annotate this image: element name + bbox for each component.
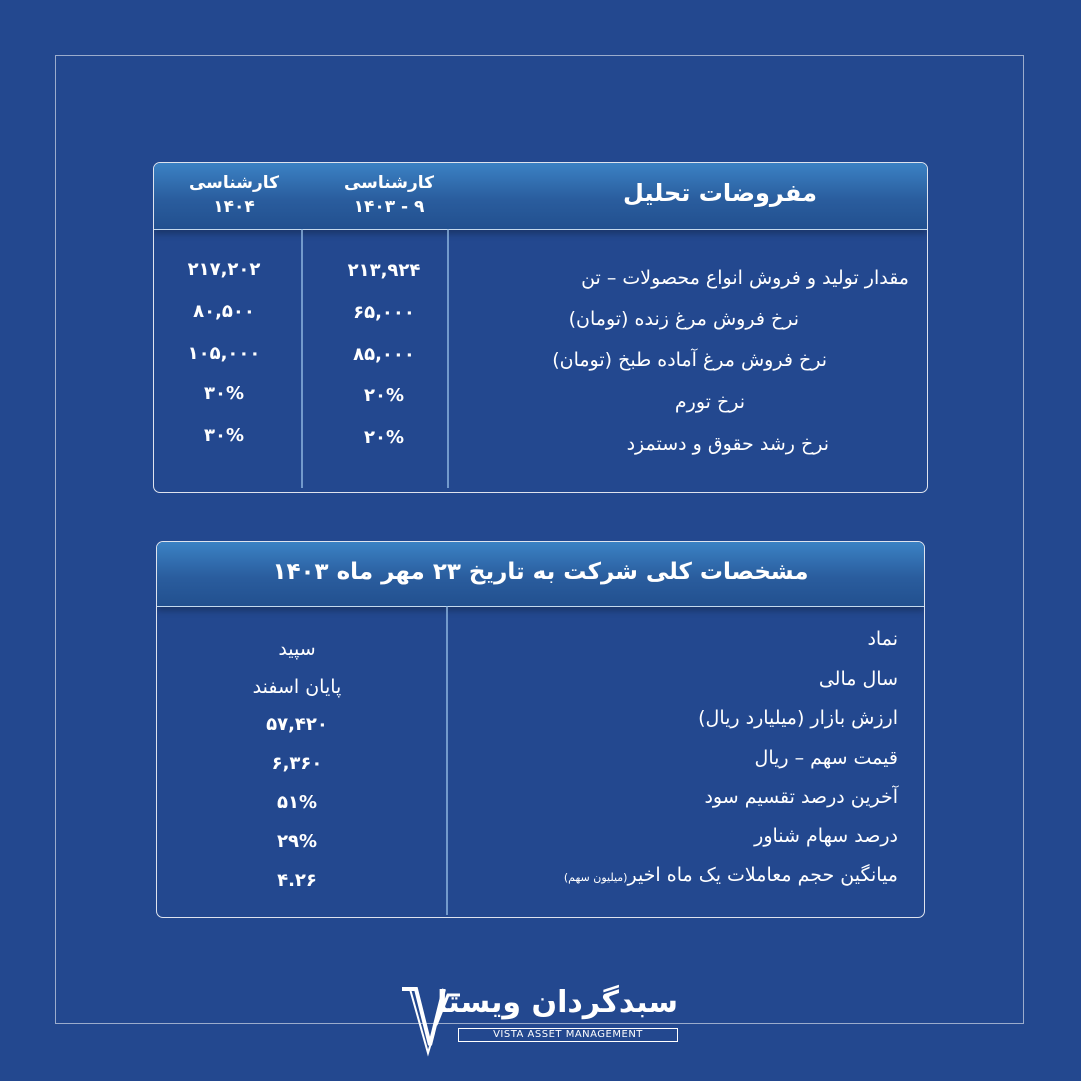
- logo-subtitle: VISTA ASSET MANAGEMENT: [458, 1028, 678, 1042]
- company-label: ارزش بازار (میلیارد ریال): [698, 707, 898, 729]
- company-value: ۴.۲۶: [277, 870, 317, 891]
- company-value: پایان اسفند: [252, 676, 342, 698]
- logo-name: سبدگردان ویستا: [437, 985, 678, 1020]
- company-value: ۶,۳۶۰: [271, 753, 323, 774]
- company-label: نماد: [867, 628, 898, 650]
- value-1403: ۲۰%: [363, 427, 404, 448]
- company-value: ۵۷,۴۲۰: [266, 714, 328, 735]
- company-label-text: میانگین حجم معاملات یک ماه اخیر: [627, 864, 898, 886]
- company-label: [564, 864, 898, 886]
- company-value: سپید: [278, 638, 316, 660]
- value-1404: ۳۰%: [203, 383, 244, 404]
- column-divider: [301, 229, 303, 488]
- value-1403: ۶۵,۰۰۰: [353, 302, 415, 323]
- header-1403-line1: کارشناسی: [343, 173, 434, 193]
- company-value: ۲۹%: [276, 831, 317, 852]
- header-1404-line1: کارشناسی: [188, 173, 279, 193]
- value-1403: ۸۵,۰۰۰: [353, 344, 415, 365]
- value-1404: ۳۰%: [203, 425, 244, 446]
- assumption-label: نرخ فروش مرغ زنده (تومان): [568, 308, 799, 330]
- company-label: آخرین درصد تقسیم سود: [704, 786, 898, 808]
- company-label-note: (میلیون سهم): [563, 871, 628, 884]
- assumption-label: نرخ رشد حقوق و دستمزد: [626, 433, 829, 455]
- value-1404: ۱۰۵,۰۰۰: [187, 343, 261, 364]
- assumptions-title: مفروضات تحلیل: [623, 179, 817, 207]
- assumptions-card: [153, 162, 928, 493]
- company-title: مشخصات کلی شرکت به تاریخ ۲۳ مهر ماه ۱۴۰۳: [272, 559, 809, 585]
- assumptions-header: [154, 163, 927, 230]
- header-1403-line2: ۱۴۰۳ - ۹: [353, 197, 425, 217]
- value-1404: ۸۰,۵۰۰: [193, 301, 255, 322]
- assumption-label: مقدار تولید و فروش انواع محصولات – تن: [581, 267, 909, 289]
- header-1404-line2: ۱۴۰۴: [213, 197, 255, 217]
- company-header: [157, 542, 924, 607]
- company-label: قیمت سهم – ریال: [754, 747, 898, 769]
- vista-logo: [400, 985, 680, 1057]
- company-label: سال مالی: [818, 668, 898, 690]
- value-1403: ۲۱۳,۹۲۴: [347, 260, 421, 281]
- company-card: [156, 541, 925, 918]
- column-divider: [446, 606, 448, 915]
- assumption-label: نرخ فروش مرغ آماده طبخ (تومان): [552, 349, 827, 371]
- company-value: ۵۱%: [276, 792, 317, 813]
- company-label: درصد سهام شناور: [754, 825, 898, 847]
- assumption-label: نرخ تورم: [674, 391, 745, 413]
- value-1404: ۲۱۷,۲۰۲: [187, 259, 261, 280]
- value-1403: ۲۰%: [363, 385, 404, 406]
